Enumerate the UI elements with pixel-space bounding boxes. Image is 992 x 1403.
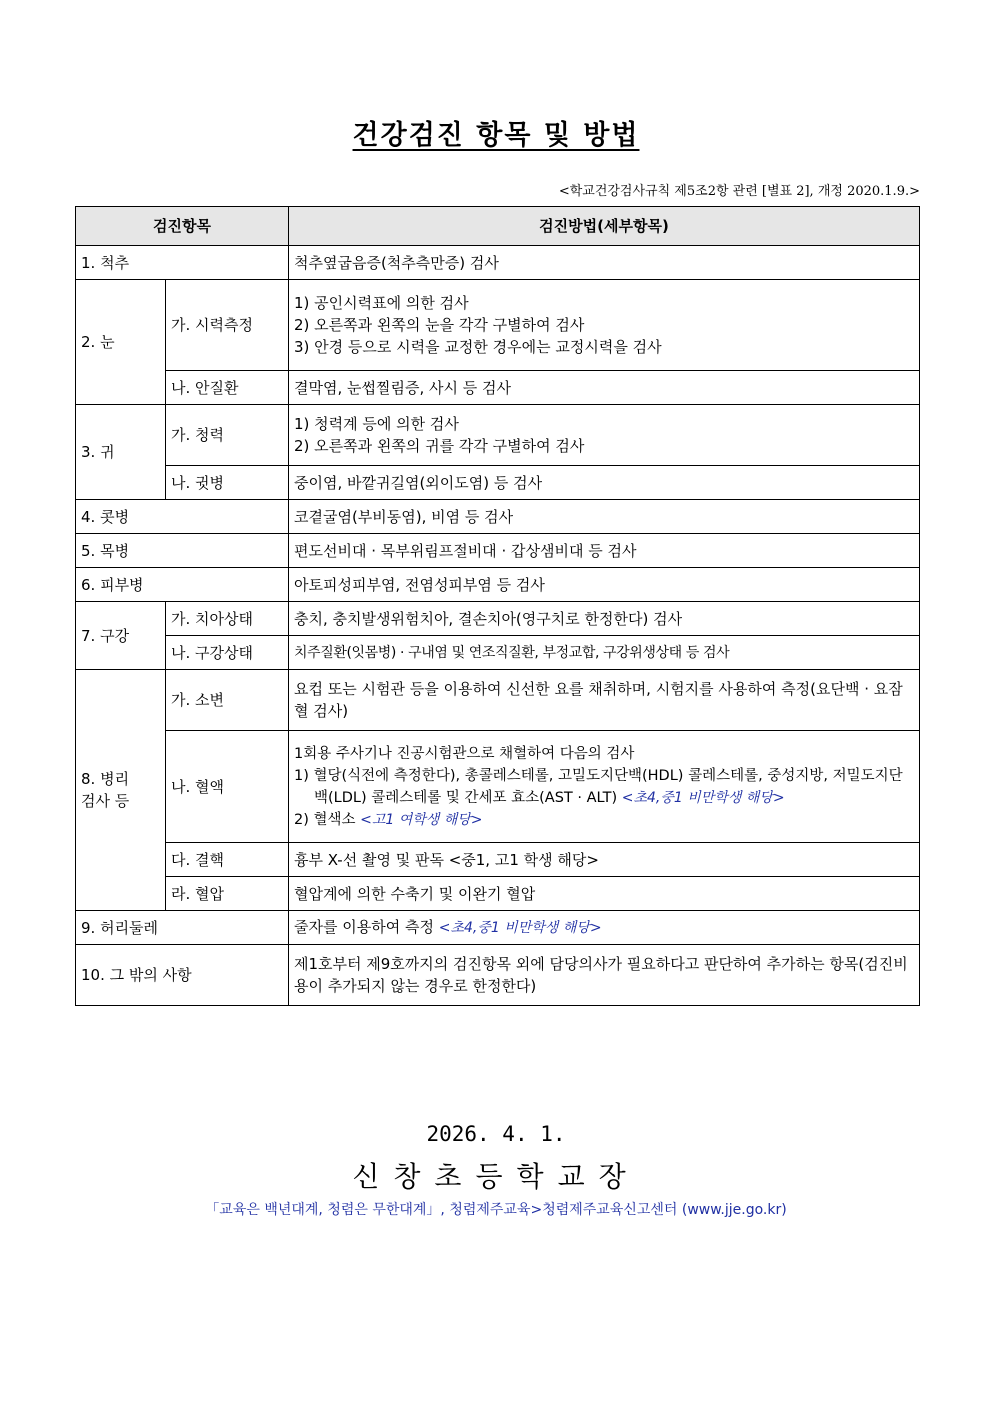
method-cell: 요컵 또는 시험관 등을 이용하여 신선한 요를 채취하며, 시험지를 사용하여 측정(요단백 · 요잠혈 검사) (289, 670, 920, 731)
table-row (76, 731, 920, 843)
sub-item-cell: 라. 혈압 (166, 877, 289, 911)
item-cell: 10. 그 밖의 사항 (76, 945, 289, 1006)
method-cell: 충치, 충치발생위험치아, 결손치아(영구치로 한정한다) 검사 (289, 602, 920, 636)
issuer-name: 신창초등학교장 (352, 1160, 640, 1193)
item-cell (76, 670, 166, 911)
table-row (76, 371, 920, 405)
table-row (76, 534, 920, 568)
table-row (76, 500, 920, 534)
table-row (76, 466, 920, 500)
item-cell: 2. 눈 (76, 280, 166, 405)
table-row (76, 280, 920, 371)
method-line: 1) 공인시력표에 의한 검사 (294, 294, 469, 312)
method-cell: 치주질환(잇몸병) · 구내염 및 연조직질환, 부정교합, 구강위생상태 등 검사 (289, 636, 920, 670)
item-cell: 9. 허리둘레 (76, 911, 289, 945)
sub-item-cell: 가. 청력 (166, 405, 289, 466)
table-row (76, 636, 920, 670)
method-text: 2) 혈색소 (294, 811, 356, 828)
method-text: 1) 혈당(식전에 측정한다), 총콜레스테롤, 고밀도지단백(HDL) 콜레스테롤, 중성지방, 저밀도지단백(LDL) 콜레스테롤 및 간세포 효소(AST · ALT) (294, 767, 903, 806)
target-note: <초4,중1 비만학생 해당> (621, 789, 785, 806)
table-row (76, 602, 920, 636)
header-method: 검진방법(세부항목) (289, 207, 920, 246)
table-row (76, 945, 920, 1006)
table-header-row (76, 207, 920, 246)
table-row (76, 246, 920, 280)
item-cell: 1. 척추 (76, 246, 289, 280)
table-row (76, 911, 920, 945)
item-label-line: 검사 등 (81, 792, 130, 810)
method-text: 줄자를 이용하여 측정 (294, 918, 434, 936)
target-note: <초4,중1 비만학생 해당> (438, 920, 602, 936)
item-cell: 6. 피부병 (76, 568, 289, 602)
method-line (294, 809, 914, 831)
method-cell (289, 280, 920, 371)
item-label-line: 8. 병리 (81, 770, 130, 788)
method-cell: 결막염, 눈썹찔림증, 사시 등 검사 (289, 371, 920, 405)
table-row (76, 670, 920, 731)
method-cell: 중이염, 바깥귀길염(외이도염) 등 검사 (289, 466, 920, 500)
table-row (76, 405, 920, 466)
method-cell: 척추옆굽음증(척추측만증) 검사 (289, 246, 920, 280)
sub-item-cell: 가. 소변 (166, 670, 289, 731)
method-cell: 아토피성피부염, 전염성피부염 등 검사 (289, 568, 920, 602)
page-title: 건강검진 항목 및 방법 (352, 120, 640, 151)
sub-item-cell: 가. 시력측정 (166, 280, 289, 371)
item-cell: 7. 구강 (76, 602, 166, 670)
reference-note: <학교건강검사규칙 제5조2항 관련 [별표 2], 개정 2020.1.9.> (558, 184, 920, 199)
item-cell: 5. 목병 (76, 534, 289, 568)
sub-item-cell: 나. 귓병 (166, 466, 289, 500)
method-cell (289, 731, 920, 843)
sub-item-cell: 나. 혈액 (166, 731, 289, 843)
method-line: 1회용 주사기나 진공시험관으로 채혈하여 다음의 검사 (294, 745, 635, 762)
method-cell: 코곁굴염(부비동염), 비염 등 검사 (289, 500, 920, 534)
method-line: 2) 오른쪽과 왼쪽의 귀를 각각 구별하여 검사 (294, 437, 585, 455)
sub-item-cell: 가. 치아상태 (166, 602, 289, 636)
method-cell: 편도선비대 · 목부위림프절비대 · 갑상샘비대 등 검사 (289, 534, 920, 568)
issue-date: 2026. 4. 1. (426, 1122, 566, 1146)
header-item: 검진항목 (76, 207, 289, 246)
method-line: 3) 안경 등으로 시력을 교정한 경우에는 교정시력을 검사 (294, 338, 662, 356)
sub-item-cell: 나. 구강상태 (166, 636, 289, 670)
checkup-table (75, 206, 920, 1006)
sub-item-cell: 다. 결핵 (166, 843, 289, 877)
method-cell: 제1호부터 제9호까지의 검진항목 외에 담당의사가 필요하다고 판단하여 추가하는 항목(검진비용이 추가되지 않는 경우로 한정한다) (289, 945, 920, 1006)
method-cell: 흉부 X-선 촬영 및 판독 <중1, 고1 학생 해당> (289, 843, 920, 877)
sub-item-cell: 나. 안질환 (166, 371, 289, 405)
method-line: 1) 청력계 등에 의한 검사 (294, 415, 459, 433)
method-cell (289, 911, 920, 945)
item-cell: 4. 콧병 (76, 500, 289, 534)
item-cell: 3. 귀 (76, 405, 166, 500)
footer-slogan: 「교육은 백년대계, 청렴은 무한대계」, 청렴제주교육>청렴제주교육신고센터 (www.jje.go.kr) (205, 1202, 787, 1218)
table-row (76, 568, 920, 602)
method-cell: 혈압계에 의한 수축기 및 이완기 혈압 (289, 877, 920, 911)
method-line (294, 765, 914, 809)
table-row (76, 843, 920, 877)
target-note: <고1 여학생 해당> (360, 811, 483, 828)
method-line: 2) 오른쪽과 왼쪽의 눈을 각각 구별하여 검사 (294, 316, 585, 334)
method-cell (289, 405, 920, 466)
table-row (76, 877, 920, 911)
